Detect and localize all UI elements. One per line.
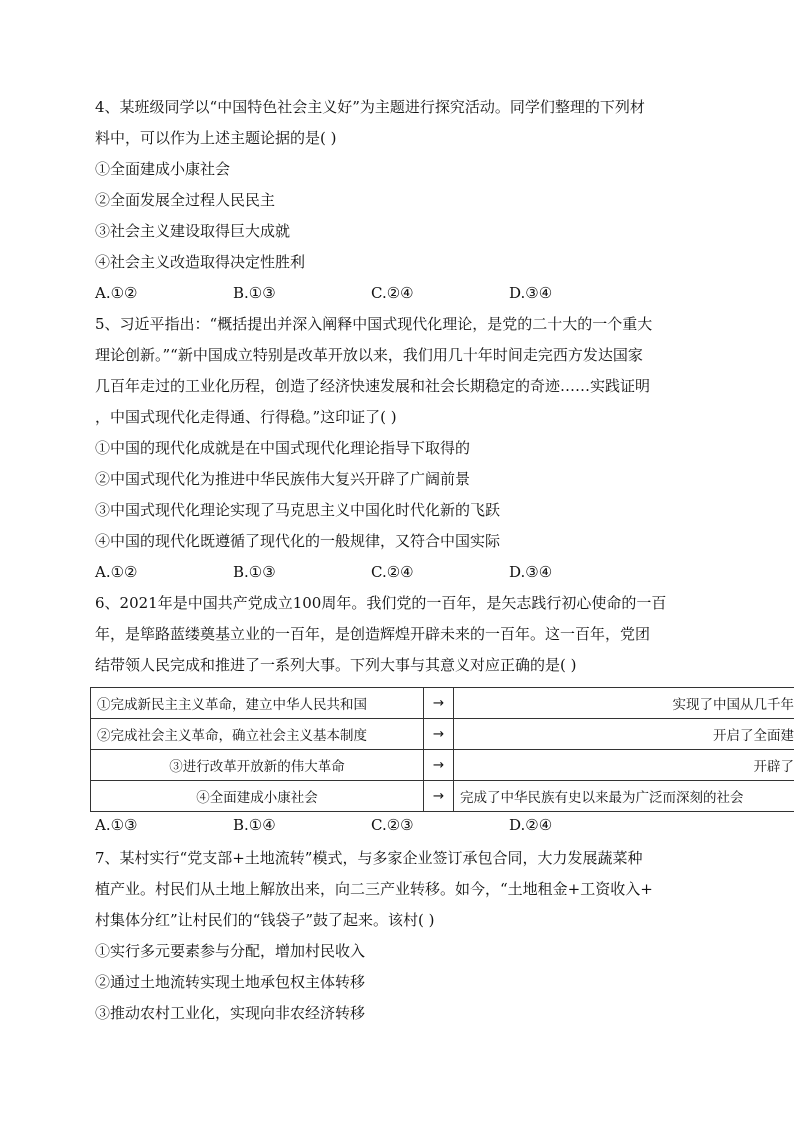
q4-item-3: ③社会主义建设取得巨大成就 xyxy=(95,222,291,240)
arrow-cell: → xyxy=(424,750,454,781)
meaning-cell: 实现了中国从几千年 xyxy=(454,688,794,719)
q5-stem-line-1: 5、习近平指出：“概括提出并深入阐释中国式现代化理论，是党的二十大的一个重大 xyxy=(95,315,653,333)
table-row xyxy=(91,719,794,750)
q7-stem-line-2: 植产业。村民们从土地上解放出来，向二三产业转移。如今，“土地租金+工资收入+ xyxy=(95,880,653,898)
q6-options xyxy=(95,815,695,835)
meaning-cell: 完成了中华民族有史以来最为广泛而深刻的社会 xyxy=(454,781,794,812)
q5-option-d[interactable]: D.③④ xyxy=(509,563,553,581)
q6-stem-line-1: 6、2021年是中国共产党成立100周年。我们党的一百年，是矢志践行初心使命的一百 xyxy=(95,594,667,612)
q5-item-3: ③中国式现代化理论实现了马克思主义中国化时代化新的飞跃 xyxy=(95,501,501,519)
q4-item-1: ①全面建成小康社会 xyxy=(95,160,231,178)
q4-options xyxy=(95,283,695,303)
q5-stem-line-2: 理论创新。”“新中国成立特别是改革开放以来，我们用几十年时间走完西方发达国家 xyxy=(95,346,643,364)
arrow-cell: → xyxy=(424,719,454,750)
q6-stem-line-2: 年，是筚路蓝缕奠基立业的一百年，是创造辉煌开辟未来的一百年。这一百年，党团 xyxy=(95,625,651,643)
q6-option-c[interactable]: C.②③ xyxy=(371,816,414,834)
q4-option-a[interactable]: A.①② xyxy=(95,284,138,302)
event-meaning-table xyxy=(90,687,794,812)
q5-stem-line-4: ，中国式现代化走得通、行得稳。”这印证了( ) xyxy=(95,408,397,426)
meaning-cell: 开启了全面建 xyxy=(454,719,794,750)
table-row xyxy=(91,781,794,812)
q7-stem-line-1: 7、某村实行“党支部+土地流转”模式，与多家企业签订承包合同，大力发展蔬菜种 xyxy=(95,849,643,867)
q5-stem-line-3: 几百年走过的工业化历程，创造了经济快速发展和社会长期稳定的奇迹……实践证明 xyxy=(95,377,651,395)
q5-item-1: ①中国的现代化成就是在中国式现代化理论指导下取得的 xyxy=(95,439,471,457)
q7-stem-line-3: 村集体分红”让村民们的“钱袋子”鼓了起来。该村( ) xyxy=(95,911,435,929)
q5-option-c[interactable]: C.②④ xyxy=(371,563,414,581)
q4-stem-line-1: 4、某班级同学以“中国特色社会主义好”为主题进行探究活动。同学们整理的下列材 xyxy=(95,98,645,116)
q4-option-c[interactable]: C.②④ xyxy=(371,284,414,302)
q6-option-d[interactable]: D.②④ xyxy=(509,816,553,834)
event-cell: ①完成新民主主义革命，建立中华人民共和国 xyxy=(91,688,424,719)
arrow-cell: → xyxy=(424,688,454,719)
q6-option-b[interactable]: B.①④ xyxy=(233,816,276,834)
q6-option-a[interactable]: A.①③ xyxy=(95,816,138,834)
q6-stem-line-3: 结带领人民完成和推进了一系列大事。下列大事与其意义对应正确的是( ) xyxy=(95,656,577,674)
event-cell: ③进行改革开放新的伟大革命 xyxy=(91,750,424,781)
q7-item-3: ③推动农村工业化，实现向非农经济转移 xyxy=(95,1004,366,1022)
q4-option-b[interactable]: B.①③ xyxy=(233,284,276,302)
event-cell: ②完成社会主义革命，确立社会主义基本制度 xyxy=(91,719,424,750)
event-cell: ④全面建成小康社会 xyxy=(91,781,424,812)
q5-option-b[interactable]: B.①③ xyxy=(233,563,276,581)
q7-item-2: ②通过土地流转实现土地承包权主体转移 xyxy=(95,973,366,991)
q5-item-2: ②中国式现代化为推进中华民族伟大复兴开辟了广阔前景 xyxy=(95,470,471,488)
q5-item-4: ④中国的现代化既遵循了现代化的一般规律，又符合中国实际 xyxy=(95,532,501,550)
q4-option-d[interactable]: D.③④ xyxy=(509,284,553,302)
table-row xyxy=(91,750,794,781)
q5-options xyxy=(95,562,695,582)
meaning-cell: 开辟了 xyxy=(454,750,794,781)
q5-option-a[interactable]: A.①② xyxy=(95,563,138,581)
q4-item-2: ②全面发展全过程人民民主 xyxy=(95,191,276,209)
table-row xyxy=(91,688,794,719)
arrow-cell: → xyxy=(424,781,454,812)
q7-item-1: ①实行多元要素参与分配，增加村民收入 xyxy=(95,942,366,960)
q4-item-4: ④社会主义改造取得决定性胜利 xyxy=(95,253,306,271)
q4-stem-line-2: 料中，可以作为上述主题论据的是( ) xyxy=(95,129,337,147)
